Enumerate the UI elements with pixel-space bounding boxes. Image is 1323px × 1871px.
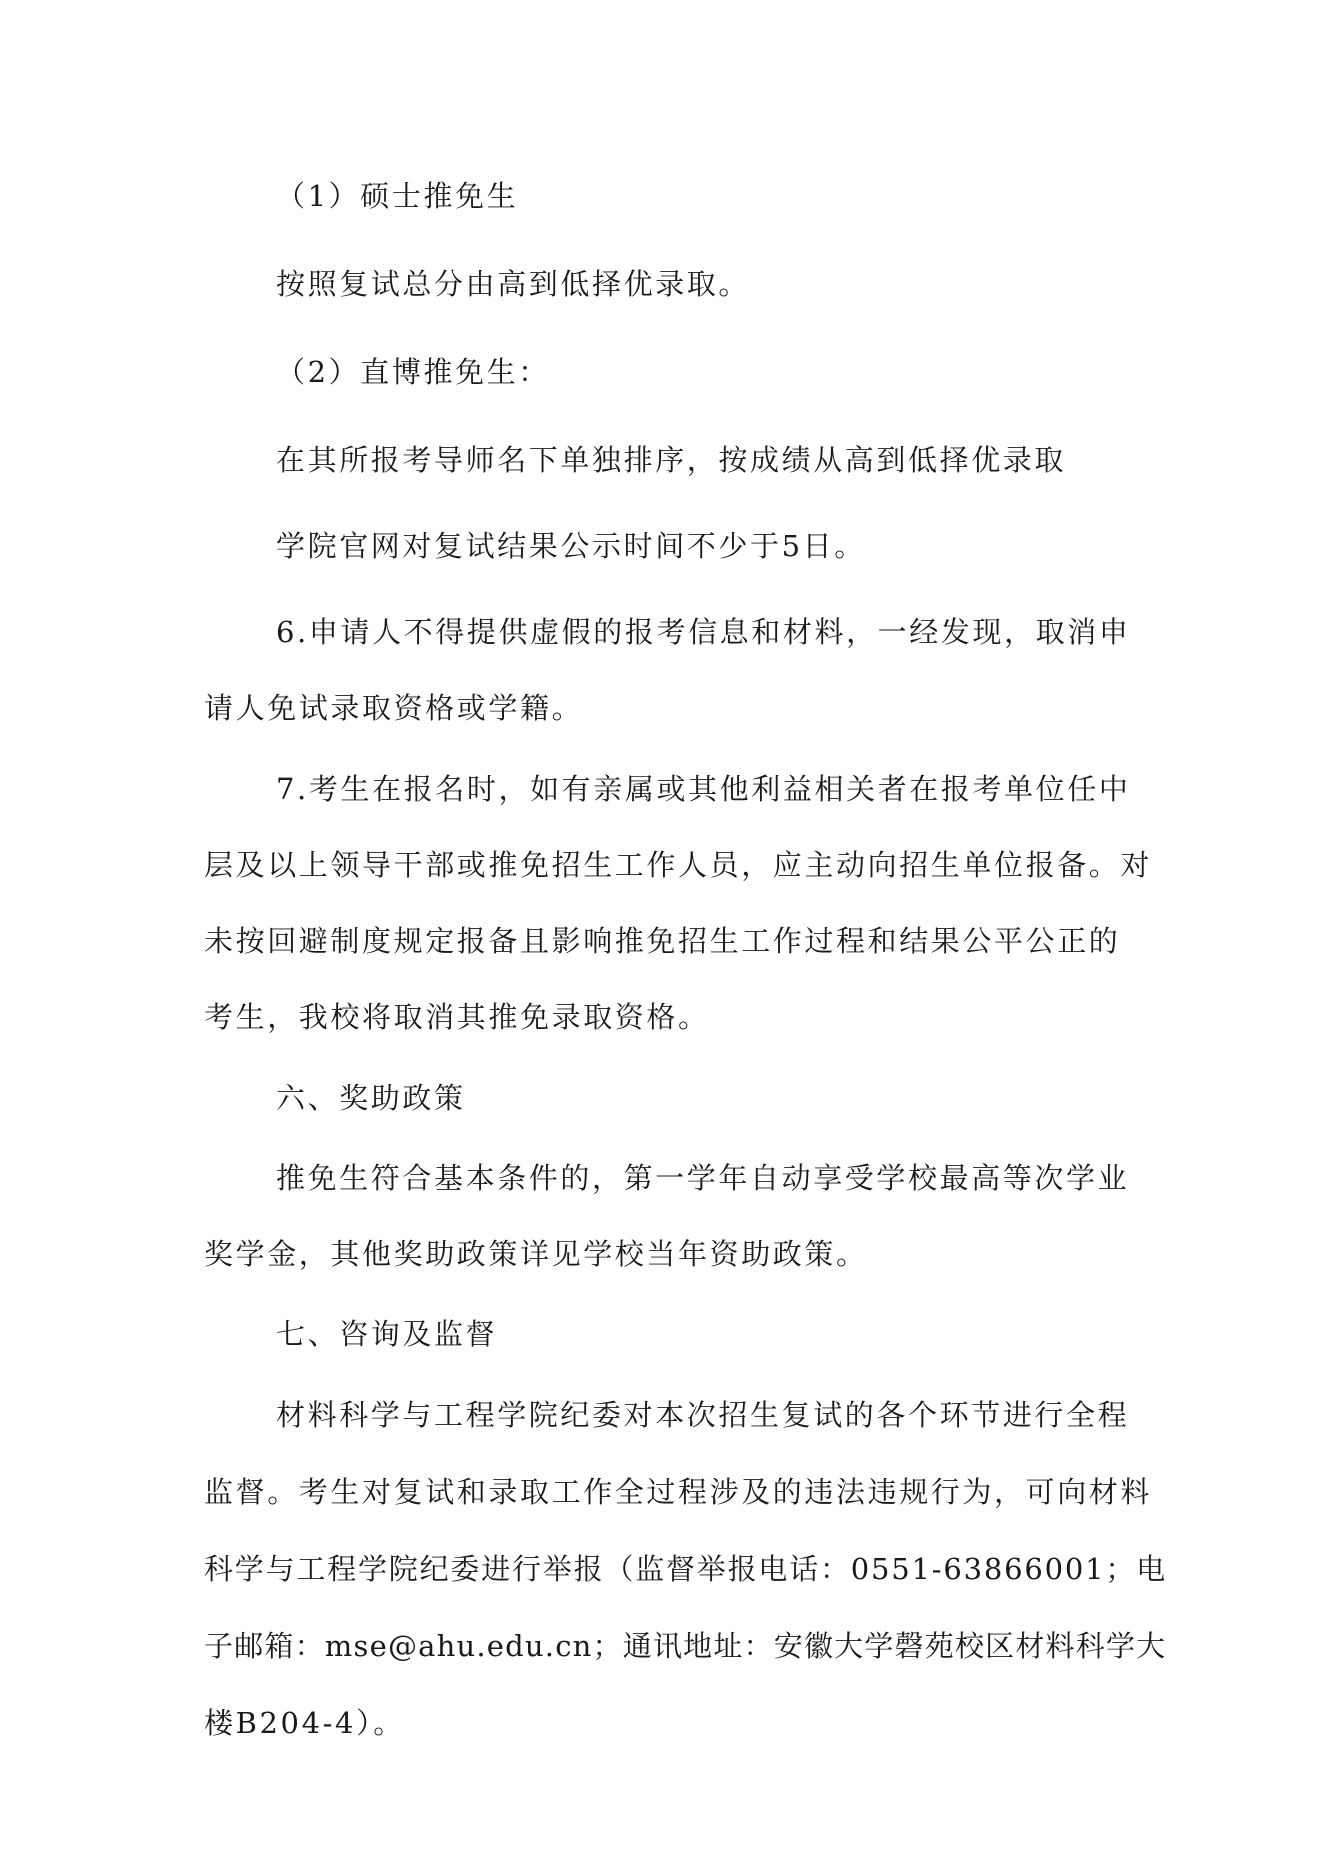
item-7-line-2: 层及以上领导干部或推免招生工作人员，应主动向招生单位报备。对 [204, 848, 1153, 882]
heading-section-7: 七、咨询及监督 [276, 1317, 498, 1351]
section-7-line-2: 监督。考生对复试和录取工作全过程涉及的违法违规行为，可向材料 [204, 1475, 1153, 1509]
heading-section-6: 六、奖助政策 [276, 1081, 466, 1115]
section-7-line-5: 楼B204-4）。 [204, 1706, 405, 1740]
section-7-line-3: 科学与工程学院纪委进行举报（监督举报电话：0551-63866001；电 [204, 1552, 1168, 1586]
paragraph-publicity-period: 学院官网对复试结果公示时间不少于5日。 [276, 529, 866, 563]
item-7-line-1: 7.考生在报名时，如有亲属或其他利益相关者在报考单位任中 [276, 772, 1131, 806]
subheading-master-recommended: （1）硕士推免生 [276, 179, 519, 213]
paragraph-phd-ranking: 在其所报考导师名下单独排序，按成绩从高到低择优录取 [276, 443, 1067, 477]
paragraph-master-admission: 按照复试总分由高到低择优录取。 [276, 267, 751, 301]
section-7-line-1: 材料科学与工程学院纪委对本次招生复试的各个环节进行全程 [276, 1398, 1130, 1432]
item-7-line-3: 未按回避制度规定报备且影响推免招生工作过程和结果公平公正的 [204, 924, 1121, 958]
section-6-line-1: 推免生符合基本条件的，第一学年自动享受学校最高等次学业 [276, 1161, 1130, 1195]
item-7-line-4: 考生，我校将取消其推免录取资格。 [204, 1000, 710, 1034]
item-6-line-2: 请人免试录取资格或学籍。 [204, 691, 584, 725]
section-6-line-2: 奖学金，其他奖助政策详见学校当年资助政策。 [204, 1237, 868, 1271]
section-7-line-4: 子邮箱：mse@ahu.edu.cn；通讯地址：安徽大学磬苑校区材料科学大 [204, 1629, 1167, 1663]
subheading-direct-phd: （2）直博推免生： [276, 355, 550, 389]
item-6-line-1: 6.申请人不得提供虚假的报考信息和材料，一经发现，取消申 [276, 615, 1131, 649]
